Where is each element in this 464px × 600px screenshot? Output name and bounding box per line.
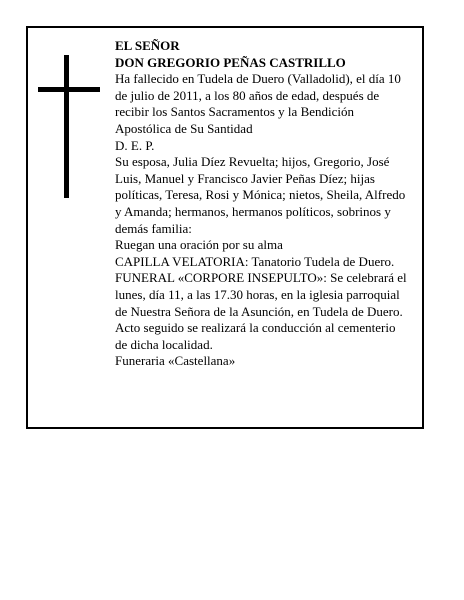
text-line: de julio de 2011, a los 80 años de edad, después de xyxy=(115,87,380,103)
text-line: Ruegan una oración por su alma xyxy=(115,237,283,253)
text-line: Apostólica de Su Santidad xyxy=(115,120,253,136)
notice-text xyxy=(115,38,427,370)
text-line: CAPILLA VELATORIA: Tanatorio Tudela de Duero. xyxy=(115,253,395,269)
text-line: Ha fallecido en Tudela de Duero (Valladolid), el día 10 xyxy=(115,71,401,87)
notice-title: EL SEÑOR xyxy=(115,38,180,53)
text-line: lunes, día 11, a las 17.30 horas, en la iglesia parroquial xyxy=(115,286,400,302)
text-line: políticas, Teresa, Rosi y Mónica; nietos, Sheila, Alfredo xyxy=(115,187,406,203)
text-line: demás familia: xyxy=(115,220,192,236)
text-line: recibir los Santos Sacramentos y la Bendición xyxy=(115,104,355,120)
cross-icon xyxy=(38,55,100,198)
text-line: y Amanda; hermanos, hermanos políticos, sobrinos y xyxy=(115,203,391,219)
text-line: de Nuestra Señora de la Asunción, en Tudela de Duero. xyxy=(115,303,403,319)
text-line: Acto seguido se realizará la conducción al cementerio xyxy=(115,320,396,336)
text-line: FUNERAL «CORPORE INSEPULTO»: Se celebrará el xyxy=(115,270,407,286)
text-line: Su esposa, Julia Díez Revuelta; hijos, Gregorio, José xyxy=(115,154,390,170)
text-line: Funeraria «Castellana» xyxy=(115,353,236,369)
deceased-name: DON GREGORIO PEÑAS CASTRILLO xyxy=(115,54,346,70)
text-line: Luis, Manuel y Francisco Javier Peñas Díez; hijas xyxy=(115,170,375,186)
text-line: de dicha localidad. xyxy=(115,336,213,352)
text-line: D. E. P. xyxy=(115,137,155,153)
